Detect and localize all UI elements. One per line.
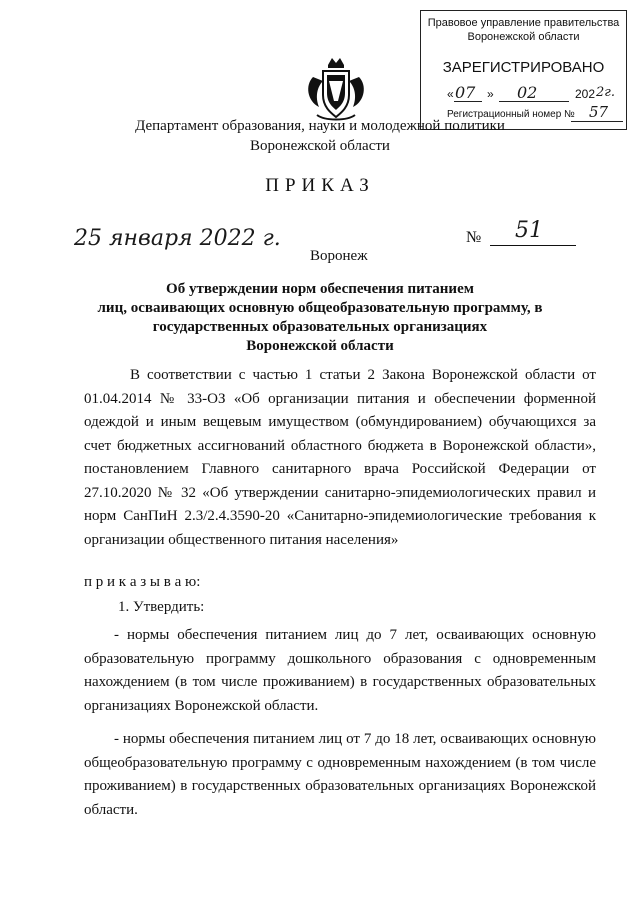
- order-heading-line-4: Воронежской области: [246, 338, 394, 354]
- department-name: Департамент образования, науки и молодежной политики: [135, 118, 505, 134]
- stamp-reg-number: 57: [589, 103, 609, 121]
- order-word: п р и к а з ы в а ю:: [84, 574, 201, 590]
- city: Воронеж: [310, 248, 368, 264]
- order-number-underline: [490, 245, 576, 246]
- registration-stamp: [420, 10, 627, 130]
- stamp-line-1: Правовое управление правительства: [427, 17, 620, 29]
- stamp-date: « 07 » 02 202 2г.: [447, 83, 615, 102]
- preamble-paragraph: В соответствии с частью 1 статьи 2 Закона Воронежской области от 01.04.2014 № 33-ОЗ «Об организации питания и обеспечении форменной одеждой и иным вещевым имуществом (обмундированием) обучающихся за счет бюджетных ассигнований областного бюджета в Воронежской области», постановлением Главного санитарного врача Российской Федерации от 27.10.2020 № 32 «Об утверждении санитарно-эпидемиологических правил и норм СанПиН 2.3/2.4.3590-20 «Санитарно-эпидемиологические требования к организации общественного питания населения»: [84, 367, 596, 548]
- bullet-2: - нормы обеспечения питанием лиц от 7 до 18 лет, осваивающих основную общеобразовательную программу с одновременным нахождением (в том числе проживанием) в государственных образовательных организациях Воронежской области.: [84, 731, 596, 818]
- department-region: Воронежской области: [250, 138, 390, 154]
- stamp-date-year-prefix: 202: [575, 87, 596, 101]
- stamp-date-day: 07: [455, 83, 476, 102]
- order-heading-line-2: лиц, осваивающих основную общеобразовательную программу, в: [97, 300, 543, 316]
- stamp-date-year-suffix: 2г.: [596, 85, 615, 100]
- order-heading-line-1: Об утверждении норм обеспечения питанием: [166, 281, 474, 297]
- order-date: 25 января 2022 г.: [74, 226, 281, 251]
- order-number-label: №: [466, 229, 482, 246]
- stamp-status: ЗАРЕГИСТРИРОВАНО: [442, 59, 605, 76]
- bullet-1: - нормы обеспечения питанием лиц до 7 лет, осваивающих основную образовательную программу дошкольного образования с одновременным нахождением (в том числе проживанием) в государственных образовательных организациях Воронежской области.: [84, 627, 596, 714]
- coat-of-arms-icon: [303, 55, 369, 125]
- order-heading-line-3: государственных образовательных организациях: [152, 319, 488, 335]
- item-1: 1. Утвердить:: [118, 599, 205, 615]
- order-number: 51: [515, 218, 543, 243]
- stamp-reg-label: Регистрационный номер №: [447, 109, 575, 120]
- stamp-line-2: Воронежской области: [467, 31, 580, 43]
- document-type: ПРИКАЗ: [265, 175, 375, 196]
- stamp-date-month: 02: [517, 83, 538, 102]
